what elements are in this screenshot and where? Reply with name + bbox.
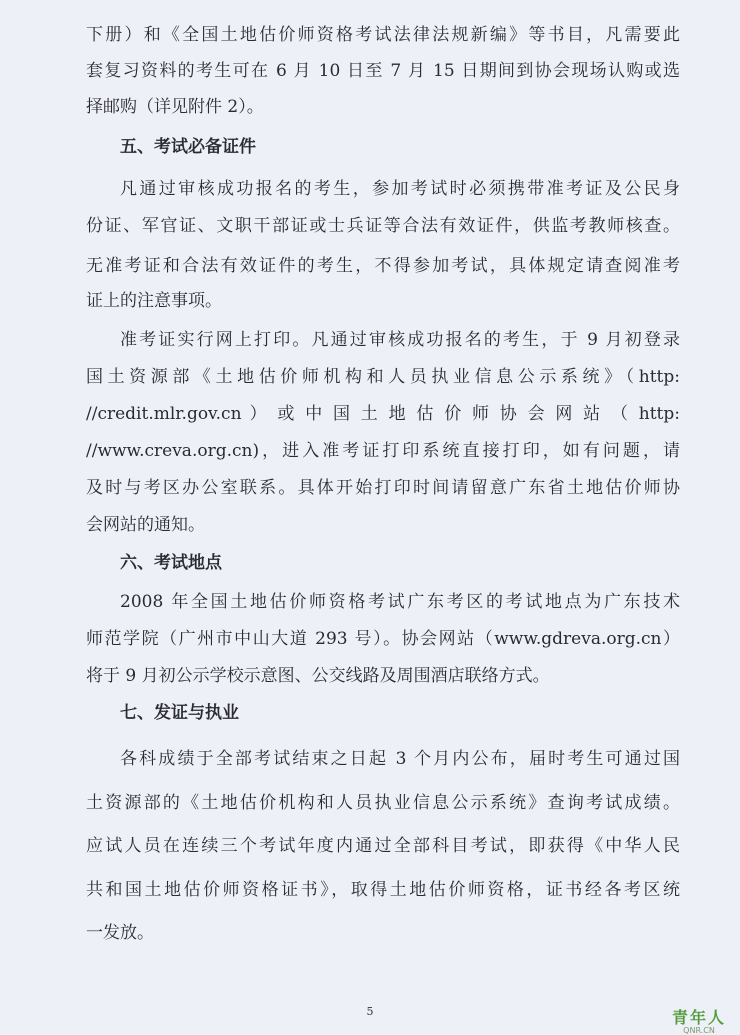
- text-line: 国土资源部《土地估价师机构和人员执业信息公示系统》（http:: [86, 367, 680, 387]
- text-line: //www.creva.org.cn)，进入准考证打印系统直接打印，如有问题，请: [86, 441, 680, 461]
- text-line: 下册）和《全国土地估价师资格考试法律法规新编》等书目，凡需要此: [86, 25, 680, 45]
- text-line: 共和国土地估价师资格证书》，取得土地估价师资格，证书经各考区统: [86, 880, 680, 900]
- watermark-text: 青年人: [671, 1008, 726, 1027]
- text-line: 无准考证和合法有效证件的考生，不得参加考试，具体规定请查阅准考: [86, 256, 680, 276]
- text-line: 应试人员在连续三个考试年度内通过全部科目考试，即获得《中华人民: [86, 836, 680, 856]
- watermark-logo: [672, 1005, 726, 1035]
- section-heading-6: 六、考试地点: [120, 553, 222, 573]
- text-line: 土资源部的《土地估价机构和人员执业信息公示系统》查询考试成绩。: [86, 793, 680, 813]
- text-line: 师范学院（广州市中山大道 293 号）。协会网站（www.gdreva.org.cn）: [86, 629, 680, 649]
- text-line: 准考证实行网上打印。凡通过审核成功报名的考生，于 9 月初登录: [120, 330, 680, 350]
- text-line: 一发放。: [86, 923, 154, 943]
- text-line: 证上的注意事项。: [86, 291, 222, 311]
- text-line: 份证、军官证、文职干部证或士兵证等合法有效证件，供监考教师核查。: [86, 216, 680, 236]
- text-line: 各科成绩于全部考试结束之日起 3 个月内公布，届时考生可通过国: [120, 749, 680, 769]
- text-line: 凡通过审核成功报名的考生，参加考试时必须携带准考证及公民身: [120, 179, 680, 199]
- page-number: 5: [366, 1005, 374, 1018]
- section-heading-5: 五、考试必备证件: [120, 137, 256, 157]
- text-line: 将于 9 月初公示学校示意图、公交线路及周围酒店联络方式。: [86, 666, 550, 686]
- text-line: 会网站的通知。: [86, 515, 205, 535]
- section-heading-7: 七、发证与执业: [120, 703, 239, 723]
- text-line: //credit.mlr.gov.cn ） 或 中 国 土 地 估 价 师 协 会 网 站 （ http:: [86, 404, 680, 424]
- watermark-url: QNR.CN: [683, 1026, 715, 1035]
- text-line: 及时与考区办公室联系。具体开始打印时间请留意广东省土地估价师协: [86, 478, 680, 498]
- text-line: 择邮购（详见附件 2）。: [86, 97, 264, 117]
- text-line: 2008 年全国土地估价师资格考试广东考区的考试地点为广东技术: [120, 592, 680, 612]
- text-line: 套复习资料的考生可在 6 月 10 日至 7 月 15 日期间到协会现场认购或选: [86, 61, 680, 81]
